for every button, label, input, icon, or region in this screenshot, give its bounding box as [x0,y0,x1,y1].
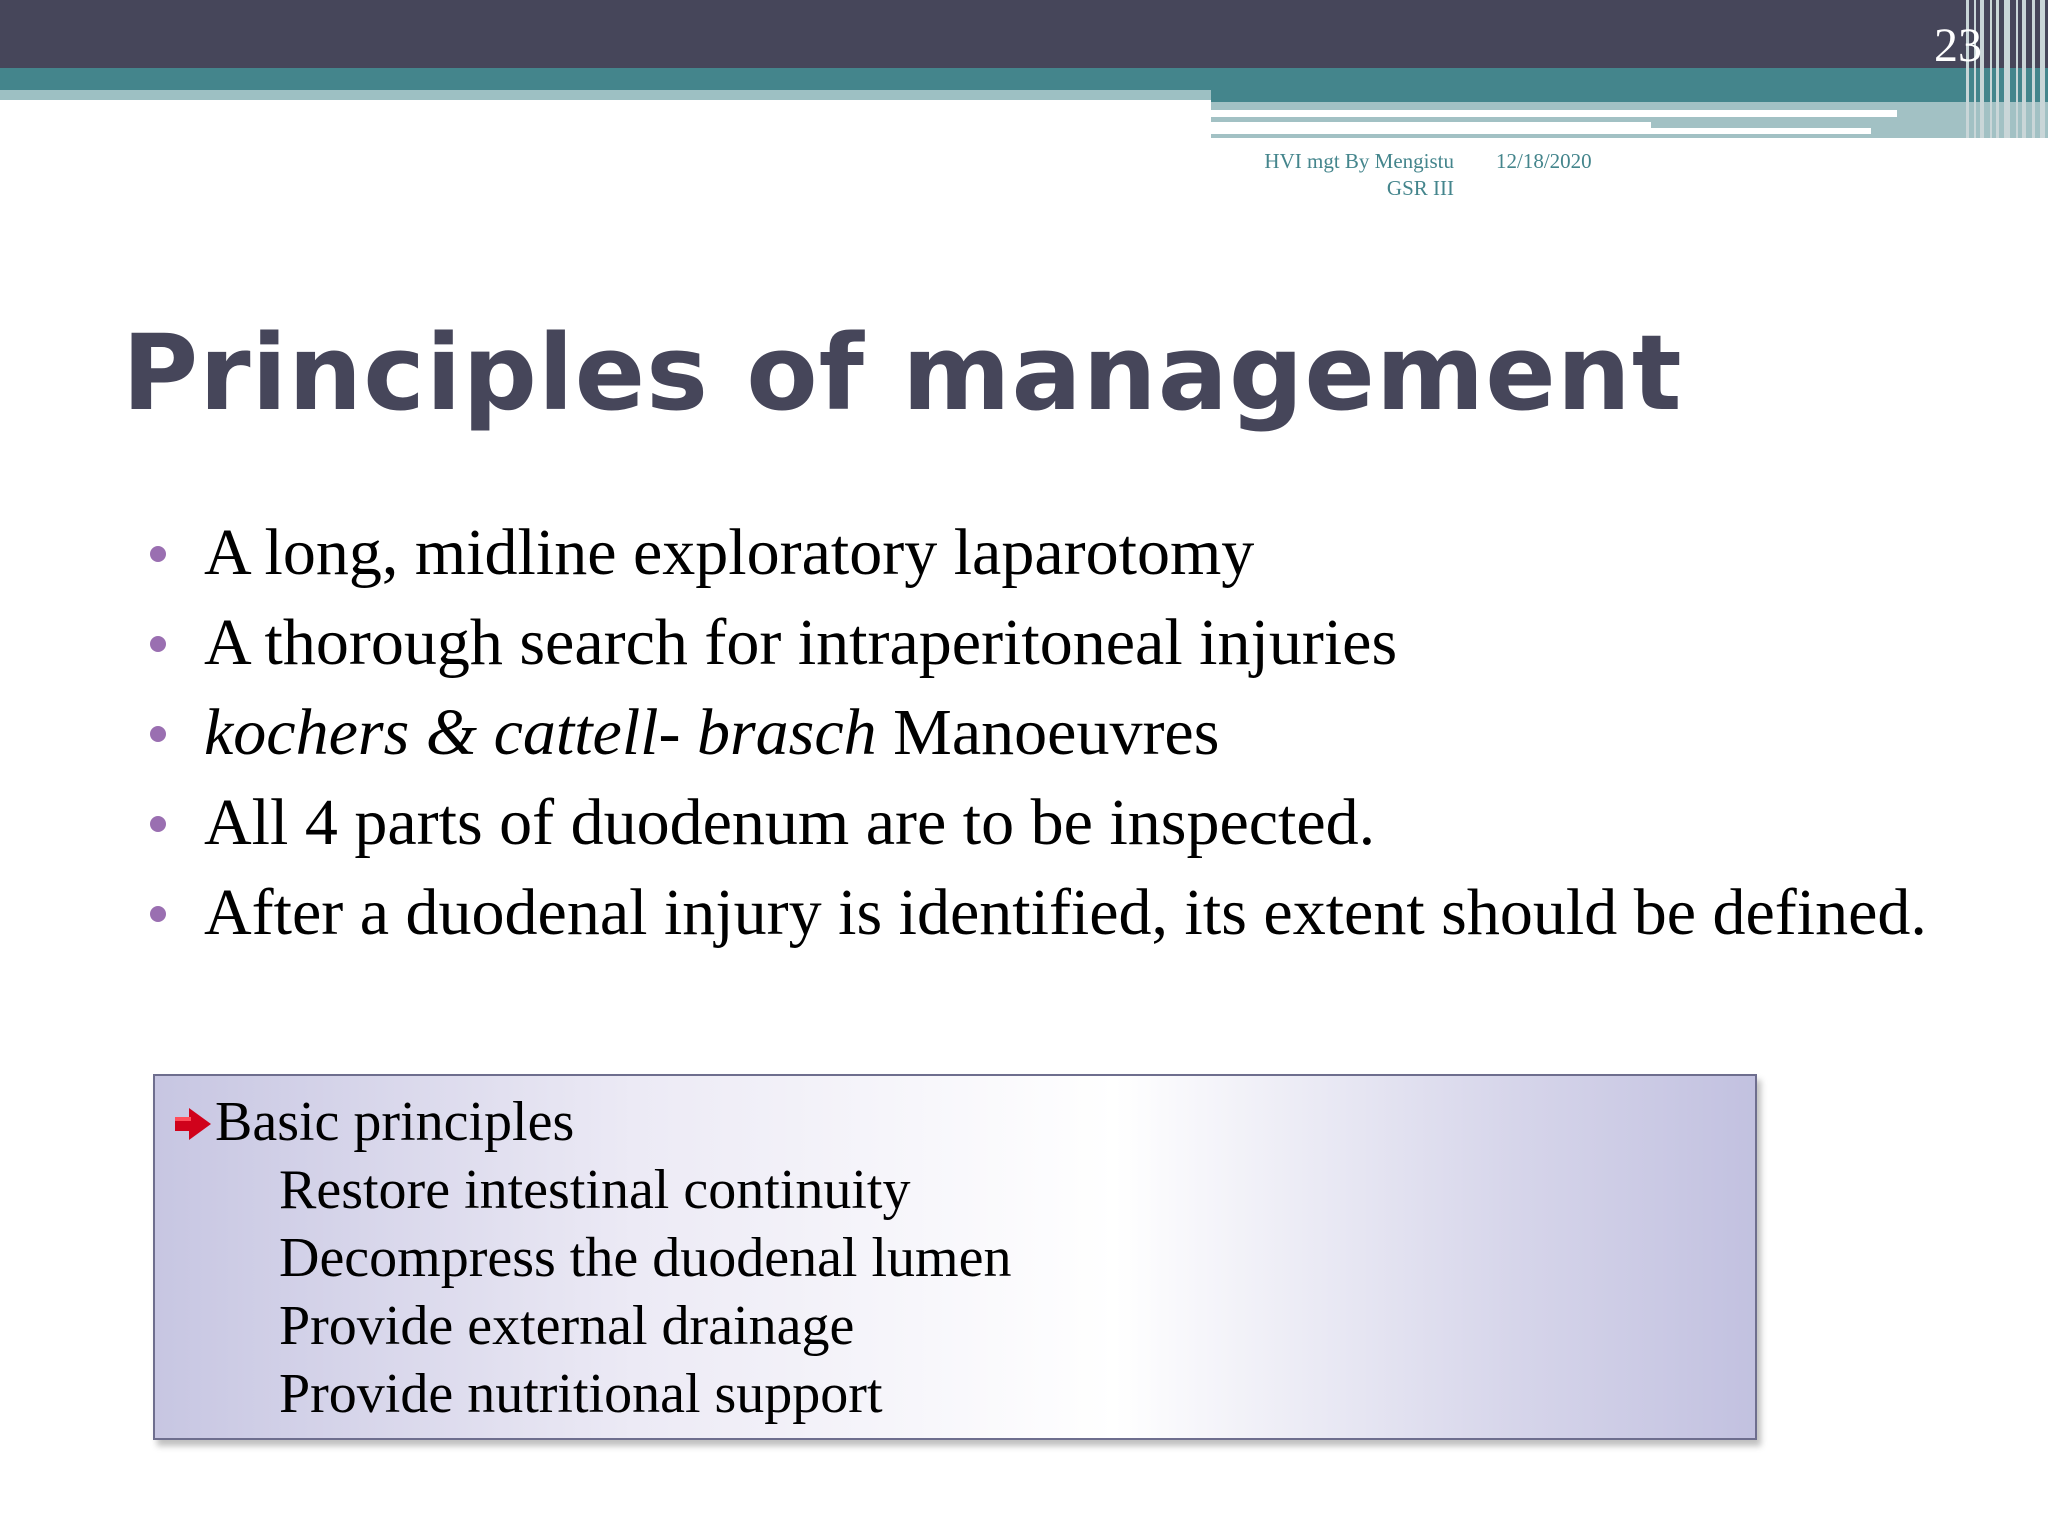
bullet-text: After a duodenal injury is identified, its extent should be defined. [204,876,1927,949]
header-band-teal [0,68,2048,90]
slide-number: 23 [1934,19,1982,72]
bullet-item [140,872,1940,954]
header-stripe [1651,128,1871,134]
bullet-item [140,782,1940,864]
bullet-dot-icon [150,726,166,742]
box-items [279,1156,1011,1428]
bullet-dot-icon [150,546,166,562]
red-arrow-icon [173,1104,213,1144]
header-band-light-left [0,90,1211,100]
bullet-dot-icon [150,816,166,832]
bullet-text-italic: kochers & cattell- brasch [204,696,877,769]
bullet-item [140,602,1940,684]
footer-date: 12/18/2020 [1496,149,1592,173]
header-stripe [1211,122,1651,134]
basic-principles-box [153,1074,1757,1440]
footer-author-line2: GSR III [1386,176,1454,200]
header-band-dark [0,0,2048,68]
box-item: Restore intestinal continuity [279,1159,911,1221]
header-band-teal-right [1211,90,2048,102]
header-stripe [1211,110,1897,117]
box-heading [173,1088,574,1156]
bullet-item [140,512,1940,594]
box-item: Provide external drainage [279,1295,855,1357]
bullet-text: A long, midline exploratory laparotomy [204,516,1255,589]
bullet-text: Manoeuvres [876,696,1220,769]
box-item: Decompress the duodenal lumen [279,1227,1012,1289]
bullet-text: All 4 parts of duodenum are to be inspected. [204,786,1376,859]
footer-author-line1: HVI mgt By Mengistu [1264,149,1454,173]
footer-author [1190,148,1454,202]
bullet-item [140,692,1940,774]
bullet-dot-icon [150,906,166,922]
slide-title: Principles of management [122,312,1683,434]
box-item: Provide nutritional support [279,1363,883,1425]
bullet-text: A thorough search for intraperitoneal injuries [204,606,1398,679]
bullet-dot-icon [150,636,166,652]
bullet-list [140,512,1940,962]
box-heading-text: Basic principles [215,1091,575,1153]
